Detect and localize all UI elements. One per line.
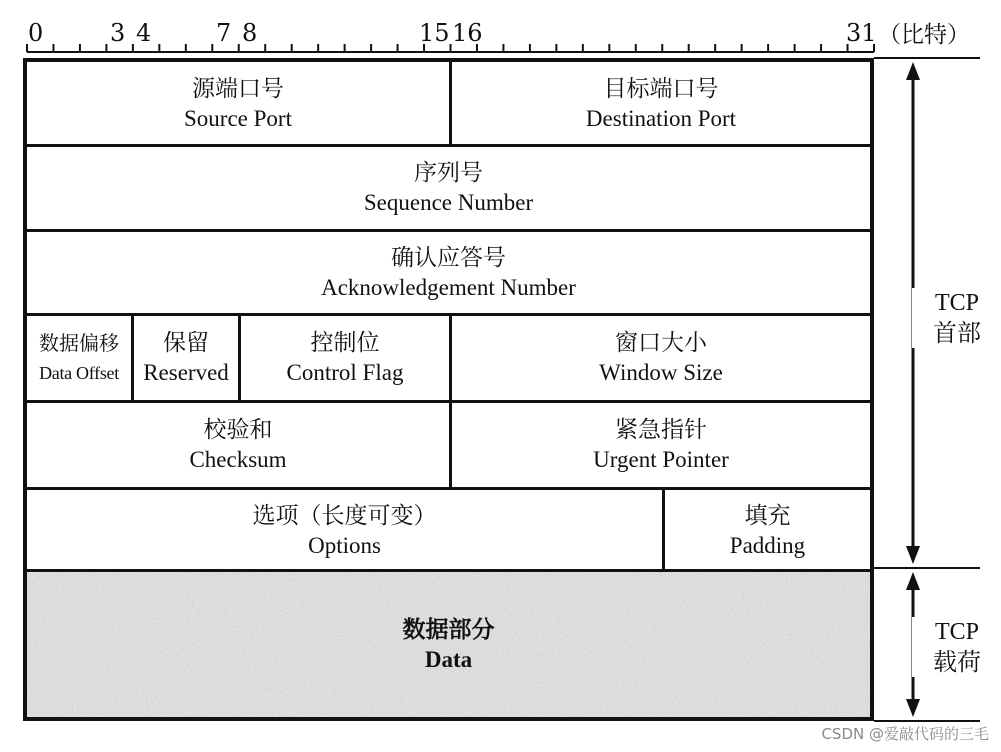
source-port-zh: 源端口号 (192, 75, 284, 102)
reserved-field (134, 316, 238, 400)
urgent-pointer-field (452, 403, 870, 487)
control-flag-field (241, 316, 449, 400)
data-payload-area (27, 572, 870, 717)
bit-ruler (0, 0, 1001, 60)
bit-unit-label: （比特） (878, 22, 970, 48)
window-size-zh: 窗口大小 (615, 330, 707, 356)
ack-number-en: Acknowledgement Number (321, 274, 576, 300)
divider (449, 62, 452, 145)
options-zh: 选项（长度可变） (252, 503, 437, 529)
control-flag-en: Control Flag (286, 360, 404, 385)
data-offset-field (27, 316, 131, 400)
padding-zh: 填充 (744, 503, 791, 529)
reserved-en: Reserved (143, 360, 229, 385)
options-en: Options (308, 533, 381, 558)
window-size-field (452, 316, 870, 400)
tcp-header-line2: 首部 (912, 318, 1001, 348)
options-field (27, 490, 662, 572)
tcp-payload-label (912, 617, 1001, 677)
bit-label-15: 15 (419, 19, 450, 47)
data-en: Data (424, 646, 473, 672)
bit-label-8: 8 (242, 19, 258, 47)
checksum-field (27, 403, 449, 487)
sequence-number-field (27, 147, 870, 229)
bit-label-16: 16 (452, 19, 483, 47)
tcp-payload-line1: TCP (912, 617, 1001, 647)
watermark: CSDN @爱敲代码的三毛 (821, 725, 989, 743)
window-size-en: Window Size (599, 360, 723, 385)
bit-label-31: 31 (846, 19, 877, 47)
tcp-payload-line2: 载荷 (912, 647, 1001, 677)
source-port-en: Source Port (184, 105, 292, 131)
sequence-number-zh: 序列号 (414, 160, 483, 186)
data-field (27, 572, 870, 717)
data-offset-en: Data Offset (39, 363, 119, 383)
urgent-pointer-en: Urgent Pointer (593, 447, 729, 472)
destination-port-zh: 目标端口号 (603, 75, 719, 102)
control-flag-zh: 控制位 (310, 330, 380, 356)
tcp-header-line1: TCP (912, 288, 1001, 318)
padding-field (665, 490, 870, 572)
tcp-header-label (912, 288, 1001, 348)
sequence-number-en: Sequence Number (363, 190, 534, 215)
bit-label-7: 7 (216, 19, 232, 47)
source-port-field (27, 62, 449, 145)
padding-en: Padding (729, 533, 806, 558)
ack-number-field (27, 232, 870, 313)
reserved-zh: 保留 (163, 330, 209, 356)
checksum-zh: 校验和 (203, 417, 273, 443)
destination-port-field (452, 62, 870, 145)
data-zh: 数据部分 (402, 616, 495, 643)
ack-number-zh: 确认应答号 (391, 244, 506, 271)
bit-label-3: 3 (110, 19, 126, 47)
urgent-pointer-zh: 紧急指针 (615, 417, 707, 443)
tcp-segment-diagram (23, 58, 874, 721)
data-offset-zh: 数据偏移 (39, 331, 119, 355)
destination-port-en: Destination Port (585, 105, 737, 131)
bit-label-4: 4 (136, 19, 152, 47)
checksum-en: Checksum (189, 447, 287, 472)
bit-label-0: 0 (28, 19, 44, 47)
